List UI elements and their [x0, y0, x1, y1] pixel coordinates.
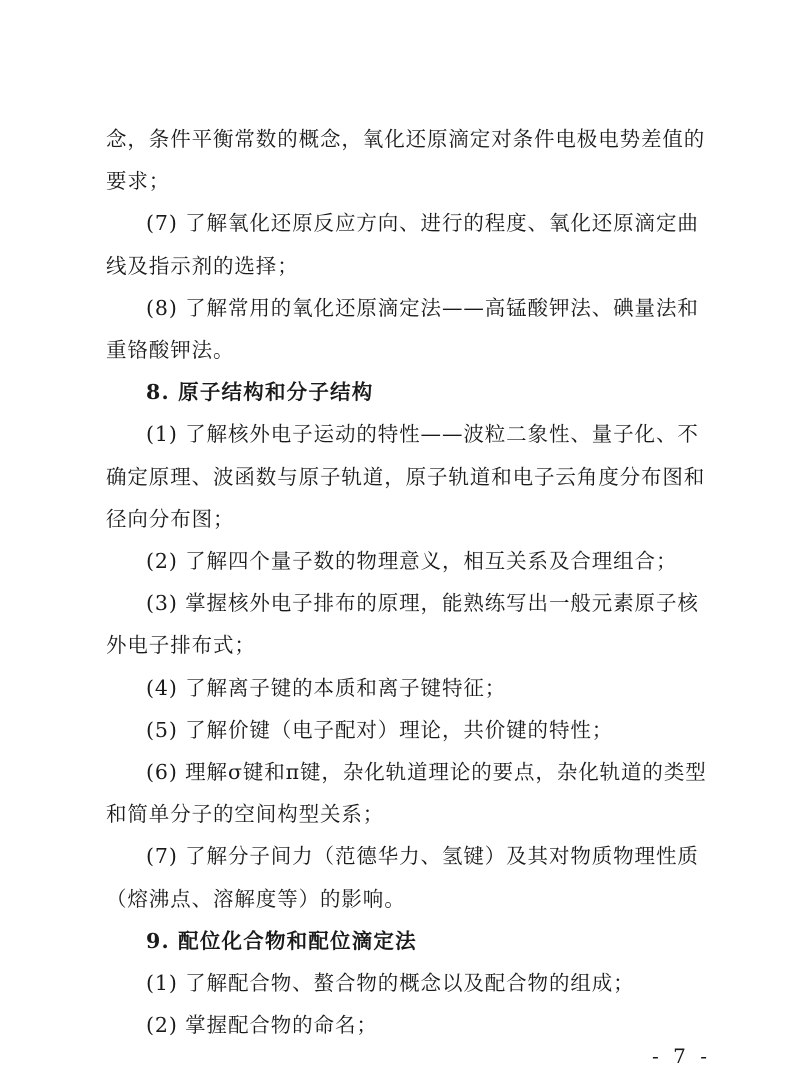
list-item: (2) 了解四个量子数的物理意义，相互关系及合理组合；	[146, 549, 678, 573]
list-item: (1) 了解配合物、螯合物的概念以及配合物的组成；	[146, 971, 635, 995]
section-heading: 8. 原子结构和分子结构	[146, 380, 374, 405]
page-number: - 7 -	[652, 1044, 711, 1068]
list-item: (8) 了解常用的氧化还原滴定法——高锰酸钾法、碘量法和	[146, 295, 699, 320]
list-item: (7) 了解分子间力（范德华力、氢键）及其对物质物理性质	[146, 844, 699, 869]
list-item: (2) 掌握配合物的命名；	[146, 1013, 378, 1038]
text-line: 确定原理、波函数与原子轨道，原子轨道和电子云角度分布图和	[106, 464, 706, 489]
list-item: (7) 了解氧化还原反应方向、进行的程度、氧化还原滴定曲	[146, 211, 699, 236]
list-item: (3) 掌握核外电子排布的原理，能熟练写出一般元素原子核	[146, 591, 699, 616]
text-line: 念，条件平衡常数的概念，氧化还原滴定对条件电极电势差值的	[106, 127, 706, 151]
text-line: 要求；	[106, 169, 171, 194]
list-item: (6) 理解σ键和π键，杂化轨道理论的要点，杂化轨道的类型	[146, 760, 707, 784]
text-line: （熔沸点、溶解度等）的影响。	[106, 886, 406, 911]
section-heading: 9. 配位化合物和配位滴定法	[146, 928, 417, 953]
list-item: (4) 了解离子键的本质和离子键特征；	[146, 675, 507, 700]
list-item: (5) 了解价键（电子配对）理论，共价键的特性；	[146, 717, 614, 742]
text-line: 重铬酸钾法。	[106, 338, 235, 362]
text-line: 线及指示剂的选择；	[106, 253, 299, 278]
text-line: 径向分布图；	[106, 506, 235, 531]
text-line: 和简单分子的空间构型关系；	[106, 802, 385, 827]
list-item: (1) 了解核外电子运动的特性——波粒二象性、量子化、不	[146, 422, 699, 447]
text-line: 外电子排布式；	[106, 633, 256, 658]
